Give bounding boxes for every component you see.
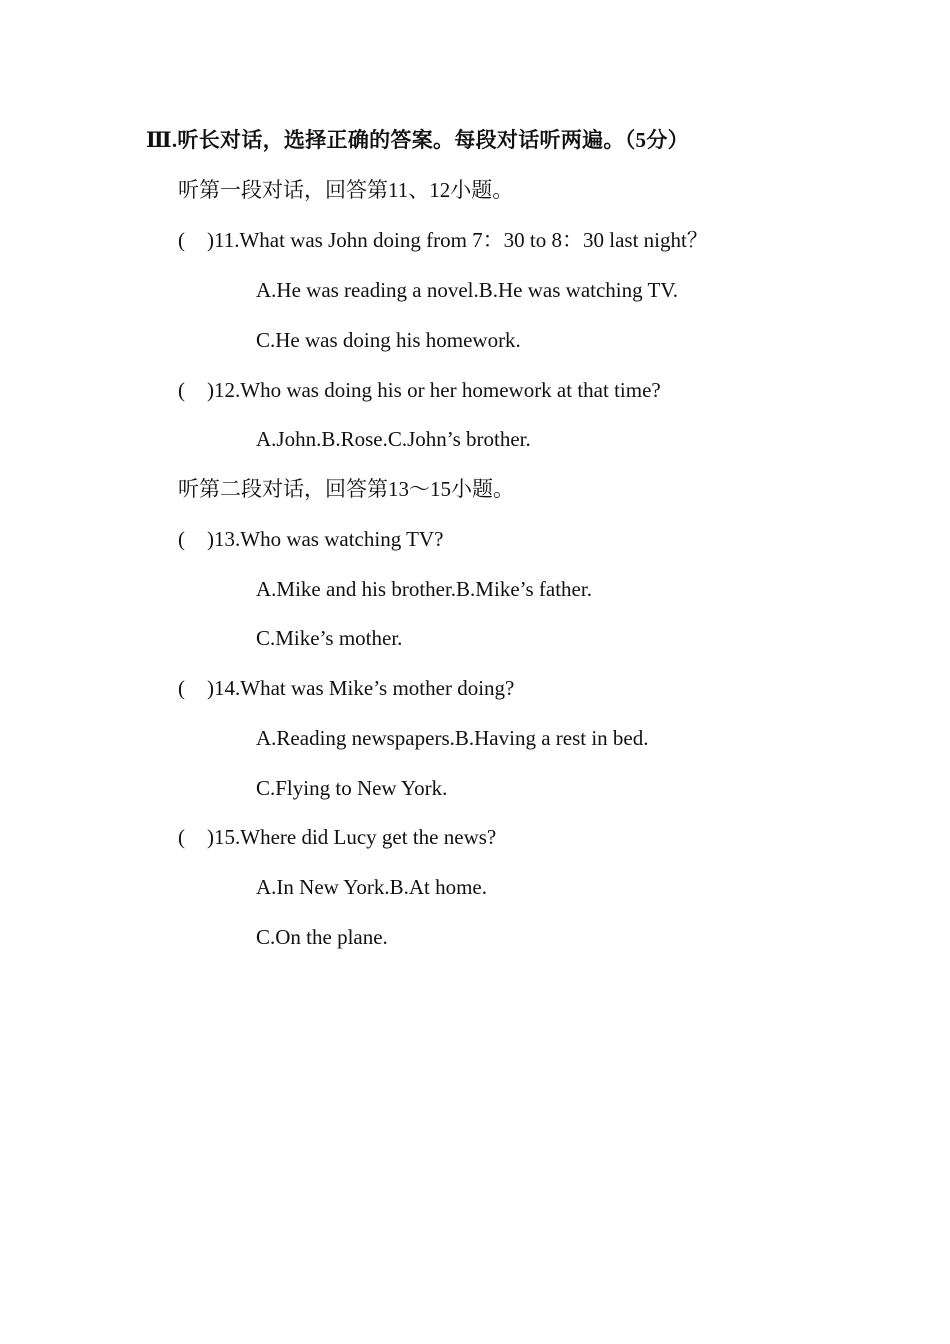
question-11 (178, 227, 708, 253)
answer-blank-open: ( (178, 527, 185, 551)
question-13-text: )13.Who was watching TV? (207, 527, 444, 551)
question-15-option-c: C.On the plane. (256, 925, 388, 949)
dialogue-1-intro: 听第一段对话，回答第11、12小题。 (178, 178, 514, 202)
question-13 (178, 526, 443, 552)
question-14-option-c: C.Flying to New York. (256, 776, 448, 800)
question-14 (178, 675, 514, 701)
question-11-options-ab: A.He was reading a novel.B.He was watching TV. (256, 278, 679, 302)
question-12 (178, 377, 661, 403)
question-15-text: )15.Where did Lucy get the news? (207, 825, 497, 849)
question-11-option-c: C.He was doing his homework. (256, 328, 521, 352)
question-15 (178, 824, 496, 850)
question-13-option-c: C.Mike’s mother. (256, 626, 403, 650)
answer-blank-open: ( (178, 228, 185, 252)
question-12-options: A.John.B.Rose.C.John’s brother. (256, 427, 531, 451)
question-14-text: )14.What was Mike’s mother doing? (207, 676, 515, 700)
question-14-options-ab: A.Reading newspapers.B.Having a rest in bed. (256, 726, 649, 750)
question-13-options-ab: A.Mike and his brother.B.Mike’s father. (256, 577, 592, 601)
question-11-text: )11.What was John doing from 7：30 to 8：30 last night？ (207, 228, 708, 252)
section-heading: Ⅲ.听长对话，选择正确的答案。每段对话听两遍。（5分） (146, 128, 689, 152)
dialogue-2-intro: 听第二段对话，回答第13～15小题。 (178, 477, 514, 501)
question-15-options-ab: A.In New York.B.At home. (256, 875, 487, 899)
answer-blank-open: ( (178, 825, 185, 849)
answer-blank-open: ( (178, 676, 185, 700)
question-12-text: )12.Who was doing his or her homework at that time? (207, 378, 661, 402)
answer-blank-open: ( (178, 378, 185, 402)
